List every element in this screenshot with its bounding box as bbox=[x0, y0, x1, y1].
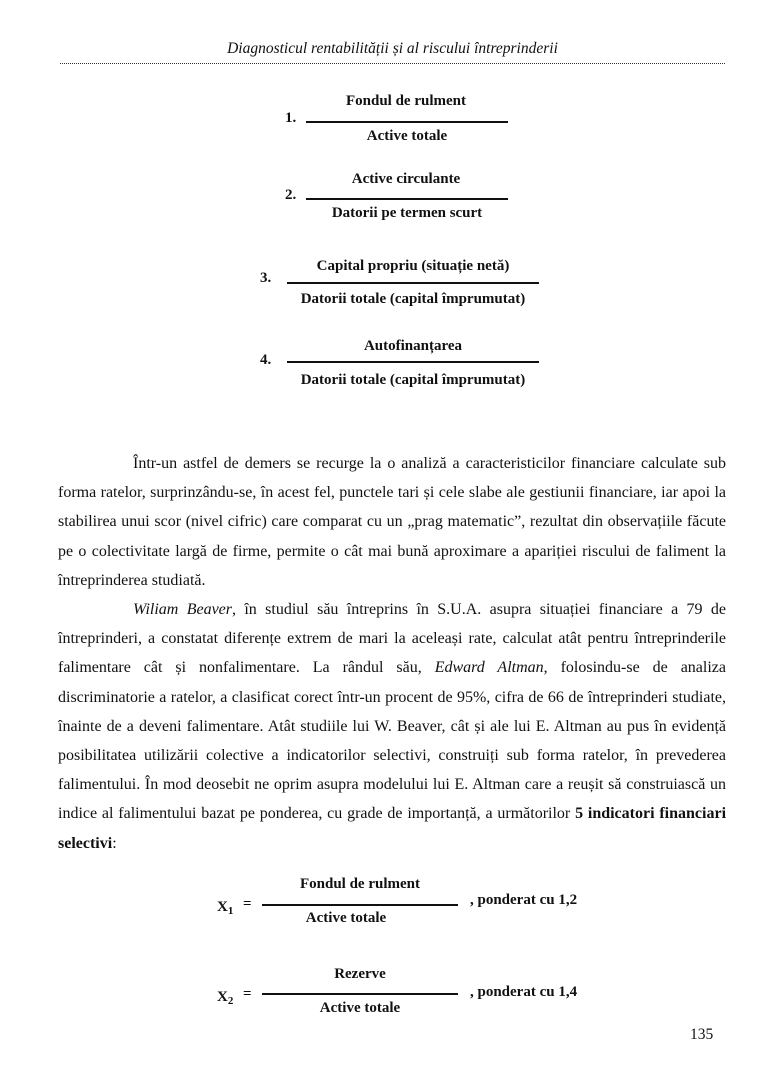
formula-numerator: Fondul de rulment bbox=[299, 876, 420, 892]
formula-numerator: Rezerve bbox=[334, 966, 386, 982]
ratio-index: 2. bbox=[285, 187, 297, 203]
header-title: Diagnosticul rentabilității și al riscului întreprinderii bbox=[227, 40, 558, 57]
ratio-denominator: Datorii totale (capital împrumutat) bbox=[300, 291, 526, 307]
ratio-denominator: Datorii totale (capital împrumutat) bbox=[300, 372, 526, 388]
header-dotted-rule bbox=[60, 63, 725, 64]
ratio-index: 1. bbox=[285, 110, 297, 126]
formula-weight: , ponderat cu 1,4 bbox=[470, 984, 578, 1000]
paragraph-2-text-a: , în studiul său întreprins în S.U.A. asupra situației financiare a 79 de întreprinderi, a constatat diferențe extrem de mari la aceleași rate, calculat atât pentru întreprinderile falimentare cât și nonfalimentare. La rândul său, bbox=[58, 601, 726, 677]
paragraph-2 bbox=[58, 595, 726, 858]
ratio-denominator: Active totale bbox=[366, 128, 448, 144]
page-number: 135 bbox=[690, 1026, 714, 1043]
formula-equals: = bbox=[243, 986, 252, 1002]
paragraph-2-bold-phrase: 5 indicatori financiari selectivi bbox=[58, 805, 727, 852]
formula-denominator: Active totale bbox=[305, 910, 387, 926]
ratio-index: 3. bbox=[260, 270, 272, 286]
formula-weight: , ponderat cu 1,2 bbox=[470, 892, 578, 908]
ratio-numerator: Fondul de rulment bbox=[345, 93, 466, 109]
fraction-bar bbox=[287, 361, 539, 363]
paragraph-2-end: : bbox=[112, 834, 117, 852]
paragraph-1: Într-un astfel de demers se recurge la o analiză a caracteristicilor financiare calculate sub forma ratelor, surprinzându-se, în acest fel, punctele tari și cele slabe ale gestiunii financiare, iar apoi la stabilirea unui scor (nivel cifric) care comparat cu un „prag matematic”, rezultat din observațiile făcute pe o colectivitate largă de firme, permite o cât mai bună aproximare a apariției riscului de faliment la întreprinderea studiată. bbox=[58, 455, 726, 589]
formula-denominator: Active totale bbox=[319, 1000, 401, 1016]
ratio-numerator: Active circulante bbox=[351, 171, 461, 187]
formula-equals: = bbox=[243, 896, 252, 912]
ratio-index: 4. bbox=[260, 352, 272, 368]
author-name-altman: Edward Altman bbox=[434, 659, 544, 677]
fraction-bar bbox=[306, 198, 508, 200]
fraction-bar bbox=[262, 904, 458, 906]
ratio-numerator: Autofinanțarea bbox=[363, 338, 463, 354]
formula-symbol: $X_2$ bbox=[217, 989, 234, 1007]
fraction-bar bbox=[262, 993, 458, 995]
fraction-bar bbox=[306, 121, 508, 123]
ratio-denominator: Datorii pe termen scurt bbox=[331, 205, 483, 221]
formula-symbol: $X_1$ bbox=[217, 899, 234, 917]
body-text bbox=[58, 449, 726, 858]
author-name-beaver: Wiliam Beaver bbox=[133, 601, 232, 619]
fraction-bar bbox=[287, 282, 539, 284]
paragraph-2-text-b: , folosindu-se de analiza discriminatorie a ratelor, a clasificat corect într-un procent de 95%, cifra de 66 de întreprinderi studiate, înainte de a deveni falimentare. Atât studiile lui W. Beaver, cât și ale lui E. Altman au pus în evidență posibilitatea utilizării colective a indicatorilor selectivi, construiți sub forma ratelor, în prevederea falimentului. În mod deosebit ne oprim asupra modelului lui E. Altman care a reușit să construiască un indice al falimentului bazat pe ponderea, cu grade de importanță, a următorilor bbox=[58, 659, 726, 823]
ratio-numerator: Capital propriu (situație netă) bbox=[316, 258, 510, 274]
